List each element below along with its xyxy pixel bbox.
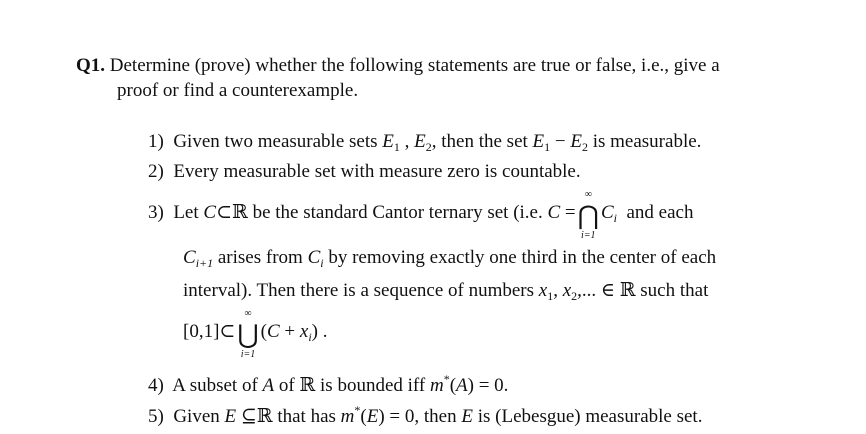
item-2-number: 2) bbox=[148, 161, 164, 182]
item-3-math-ci1: $C_{i+1}$ bbox=[183, 247, 214, 270]
item-1: 1) Given two measurable sets $E_1$ , $E_2$, then the set $E_1 - E_2$ is measurable. bbox=[148, 131, 702, 154]
item-5-text-a: Given bbox=[173, 406, 220, 427]
item-4-text-b: of bbox=[278, 375, 295, 396]
item-5-text-c: , then bbox=[414, 406, 457, 427]
item-4-number: 4) bbox=[148, 375, 164, 396]
item-5-text-b: that has bbox=[277, 406, 336, 427]
item-3-text-c: and each bbox=[626, 202, 694, 223]
question-label: Q1. bbox=[76, 55, 106, 76]
item-3-text-d: arises from bbox=[217, 247, 303, 268]
item-1-number: 1) bbox=[148, 131, 164, 152]
item-3-line-4 bbox=[183, 308, 328, 360]
item-3-math-sequence: $x_1$, $x_2$,... ∈ ℝ bbox=[538, 279, 636, 303]
item-2-text: Every measurable set with measure zero is countable. bbox=[173, 161, 581, 182]
question-text-1: Determine (prove) whether the following statements are true or false, i.e., give a bbox=[109, 55, 720, 76]
item-4-math-r: ℝ bbox=[299, 374, 316, 396]
item-3-line-2 bbox=[183, 248, 716, 269]
question-text-2: proof or find a counterexample. bbox=[117, 80, 359, 101]
item-3-text-g: such that bbox=[640, 280, 709, 301]
item-3-math-union: [0,1]⊂⋃ ∞ i=1 $(C + x_i)$ . bbox=[183, 308, 328, 360]
item-1-math-diff: $E_1 - E_2$ bbox=[532, 131, 588, 154]
item-3-text-a: Let bbox=[173, 202, 199, 223]
item-3-line-1 bbox=[148, 189, 694, 241]
item-4-math-a: A bbox=[262, 375, 275, 396]
item-3-line-3 bbox=[183, 281, 708, 302]
item-5-number: 5) bbox=[148, 406, 164, 427]
item-5 bbox=[148, 404, 702, 426]
item-4-text-a: A subset of bbox=[172, 375, 258, 396]
item-4-text-c: is bounded iff bbox=[320, 375, 426, 396]
item-4 bbox=[148, 373, 508, 395]
question-line-2 bbox=[117, 81, 358, 100]
question-line-1 bbox=[76, 56, 720, 75]
item-3-text-b: be the standard Cantor ternary set (i.e. bbox=[252, 202, 543, 223]
item-2 bbox=[148, 162, 581, 181]
item-1-text-a: Given two measurable sets bbox=[173, 131, 378, 152]
item-5-math-measure: m*(E) = 0 bbox=[340, 403, 415, 427]
item-3-number: 3) bbox=[148, 202, 164, 223]
item-5-math-e-subset-r: E ⊆ℝ bbox=[224, 405, 273, 427]
item-1-text-c: is measurable. bbox=[592, 131, 702, 152]
item-4-math-measure: m*(A) = 0. bbox=[429, 372, 509, 396]
item-3-math-intersection: C =⋂ ∞ i=1 $C_i$ bbox=[547, 189, 617, 241]
item-3-math-c-subset-r: C⊂ℝ bbox=[203, 201, 248, 223]
item-5-math-e: E bbox=[461, 406, 473, 427]
item-3-text-e: by removing exactly one third in the center of each bbox=[328, 247, 717, 268]
item-1-text-b: , then the set bbox=[431, 131, 528, 152]
item-3-math-ci: $C_i$ bbox=[307, 247, 324, 270]
item-3-text-f: interval). Then there is a sequence of numbers bbox=[183, 280, 535, 301]
item-1-math-e2: $E_2$ bbox=[414, 131, 432, 154]
item-5-text-d: is (Lebesgue) measurable set. bbox=[477, 406, 703, 427]
item-1-math-e1: $E_1$ bbox=[382, 131, 400, 154]
